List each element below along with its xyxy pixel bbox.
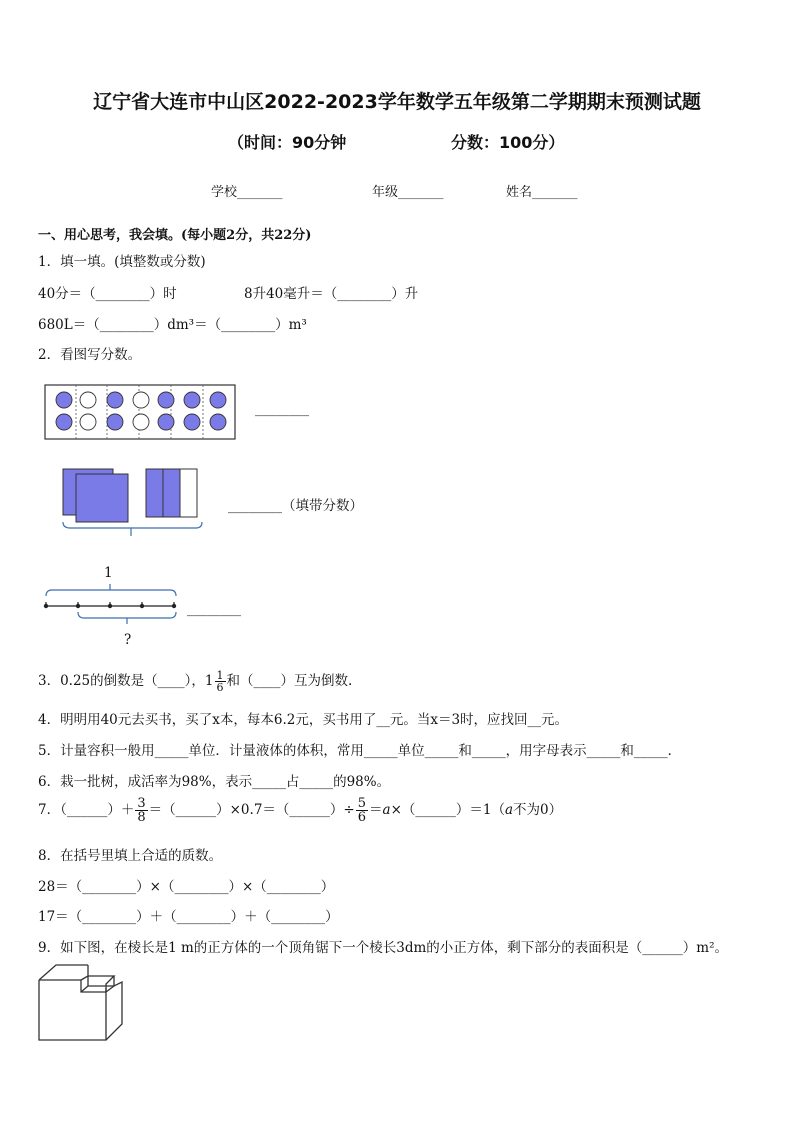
fraction-one-sixth [215, 670, 226, 693]
q2-blank3: ________ [187, 601, 241, 617]
cube-figure [36, 962, 136, 1046]
q7-part3: ＝ [369, 802, 383, 818]
school-field: 学校_______ [211, 185, 283, 200]
q7-part4: ×（______）＝1（ [390, 802, 505, 818]
q6: 6．栽一批树，成活率为98%，表示_____占_____的98%。 [38, 774, 391, 790]
fraction-numerator: 5 [357, 796, 366, 811]
q3 [38, 669, 352, 693]
numberline-top-label: 1 [104, 565, 113, 581]
q1-b: 8升40毫升＝（________）升 [244, 286, 419, 302]
q8-b: 17＝（________）＋（________）＋（________） [38, 909, 339, 925]
numberline-bottom-label: ? [124, 632, 132, 648]
fraction-denominator: 6 [216, 681, 224, 694]
q3-part2: 和（____）互为倒数. [226, 673, 353, 689]
q1-stem: 1．填一填。(填整数或分数) [38, 254, 206, 270]
page-title: 辽宁省大连市中山区2022-2023学年数学五年级第二学期期末预测试题 [93, 91, 701, 113]
fraction-numerator: 3 [137, 796, 146, 811]
name-field: 姓名_______ [506, 185, 578, 200]
fraction-three-eighths [135, 797, 147, 824]
q8-stem: 8．在括号里填上合适的质数。 [38, 848, 223, 864]
q1-c: 680L＝（________）dm³＝（________）m³ [38, 317, 307, 333]
q7-part2: ＝（______）×0.7＝（______）÷ [148, 802, 355, 818]
section-heading: 一、用心思考，我会填。(每小题2分，共22分) [38, 228, 312, 243]
exam-score: 分数：100分） [451, 133, 565, 152]
q7-variable: a [382, 802, 391, 818]
q7-variable-note: a [504, 802, 514, 818]
q4: 4．明明用40元去买书，买了x本，每本6.2元，买书用了__元。当x＝3时，应找回__元。 [38, 712, 569, 728]
square-bars-figure [60, 466, 210, 538]
q7 [38, 797, 562, 824]
fraction-numerator: 1 [216, 669, 224, 682]
fraction-five-sixths [356, 797, 368, 824]
q2-stem: 2．看图写分数。 [38, 347, 142, 363]
q2-blank1: ________ [255, 401, 309, 417]
q1-a: 40分＝（________）时 [38, 286, 177, 302]
q8-a: 28＝（________）×（________）×（________） [38, 879, 335, 895]
circle-grid-figure [44, 384, 244, 446]
q3-part1: 3．0.25的倒数是（____），1 [38, 673, 214, 689]
fraction-denominator: 8 [137, 810, 146, 825]
exam-time: （时间：90分钟 [228, 133, 347, 152]
number-line-figure [42, 582, 192, 632]
fraction-denominator: 6 [357, 810, 366, 825]
q7-part5: 不为0） [513, 802, 563, 818]
q5: 5．计量容积一般用_____单位．计量液体的体积，常用_____单位_____和_____，用字母表示_____和_____． [38, 743, 682, 759]
q2-blank2: ________（填带分数） [228, 498, 363, 514]
q9: 9．如下图，在棱长是1 m的正方体的一个顶角锯下一个棱长3dm的小正方体，剩下部分的表面积是（______）m²。 [38, 940, 729, 956]
grade-field: 年级_______ [372, 185, 444, 200]
q7-part1: 7．（______）＋ [38, 802, 135, 818]
